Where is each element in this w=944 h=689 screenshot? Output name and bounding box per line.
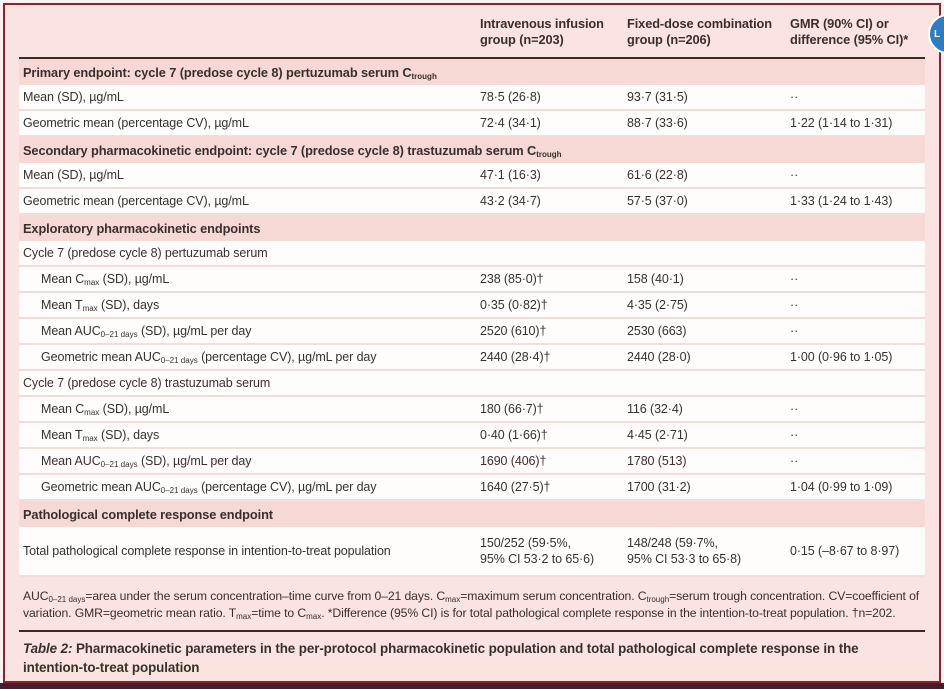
caption-prefix: Table 2: xyxy=(23,641,73,656)
caption-text: Pharmacokinetic parameters in the per-protocol pharmacokinetic population and total pathological complete response in the intention-to-treat population xyxy=(23,641,859,675)
section-row xyxy=(19,59,925,85)
data-row xyxy=(19,319,925,345)
row-label: Geometric mean $AUC_{0-21 days}$ (percentage CV), µg/mL per day xyxy=(41,480,377,495)
section-label: Exploratory pharmacokinetic endpoints xyxy=(23,220,261,236)
value-cell-gmr: ·· xyxy=(790,90,799,104)
value-cell-fdc: 1780 (513) xyxy=(627,454,687,468)
value-cell-gmr: 1·04 (0·99 to 1·09) xyxy=(790,480,893,494)
column-header-fdc: Fixed-dose combination group (n=206) xyxy=(627,16,772,47)
data-row xyxy=(19,189,925,215)
row-label: Cycle 7 (predose cycle 8) trastuzumab serum xyxy=(23,376,271,390)
row-label: Mean $C_{max}$ (SD), µg/mL xyxy=(41,402,170,417)
value-cell-iv: 1640 (27·5)† xyxy=(480,480,551,494)
value-cell-gmr: ·· xyxy=(790,428,799,442)
value-cell-iv: 2440 (28·4)† xyxy=(480,350,551,364)
value-cell-fdc: 61·6 (22·8) xyxy=(627,168,688,182)
value-cell-fdc: 93·7 (31·5) xyxy=(627,90,688,104)
section-label: Secondary pharmacokinetic endpoint: cycle 7 (predose cycle 8) trastuzumab serum $C_{trough}$ xyxy=(23,142,562,159)
row-label: Cycle 7 (predose cycle 8) pertuzumab serum xyxy=(23,246,268,260)
table-header xyxy=(19,5,925,57)
value-cell-iv: 0·40 (1·66)† xyxy=(480,428,548,442)
value-cell-gmr: ·· xyxy=(790,324,799,338)
value-cell-gmr: ·· xyxy=(790,298,799,312)
data-row xyxy=(19,111,925,137)
table-body xyxy=(19,59,925,577)
value-cell-gmr: ·· xyxy=(790,168,799,182)
row-label: Mean $AUC_{0-21 days}$ (SD), µg/mL per day xyxy=(41,454,252,469)
value-cell-iv: 1690 (406)† xyxy=(480,454,547,468)
data-row xyxy=(19,397,925,423)
value-cell-fdc: 2530 (663) xyxy=(627,324,687,338)
data-row xyxy=(19,267,925,293)
value-cell-iv: 47·1 (16·3) xyxy=(480,168,541,182)
row-label: Geometric mean $AUC_{0-21 days}$ (percentage CV), µg/mL per day xyxy=(41,350,377,365)
data-row xyxy=(19,527,925,577)
table-caption xyxy=(19,632,925,681)
value-cell-fdc: 88·7 (33·6) xyxy=(627,116,688,130)
value-cell-iv: 238 (85·0)† xyxy=(480,272,544,286)
row-label: Mean $C_{max}$ (SD), µg/mL xyxy=(41,272,170,287)
row-label: Geometric mean (percentage CV), µg/mL xyxy=(23,194,249,208)
value-cell-iv: 78·5 (26·8) xyxy=(480,90,541,104)
value-cell-iv: 0·35 (0·82)† xyxy=(480,298,548,312)
column-header-empty xyxy=(19,16,477,57)
column-header-gmr: GMR (90% CI) or difference (95% CI)* xyxy=(790,16,909,47)
data-row xyxy=(19,345,925,371)
section-label: Pathological complete response endpoint xyxy=(23,506,273,522)
value-cell-fdc: 148/248 (59·7%, 95% CI 53·3 to 65·8) xyxy=(627,536,742,566)
value-cell-gmr: ·· xyxy=(790,272,799,286)
value-cell-gmr: 1·33 (1·24 to 1·43) xyxy=(790,194,893,208)
data-row xyxy=(19,85,925,111)
value-cell-gmr: ·· xyxy=(790,402,799,416)
row-label: Mean (SD), µg/mL xyxy=(23,90,124,104)
row-label: Geometric mean (percentage CV), µg/mL xyxy=(23,116,249,130)
data-row xyxy=(19,163,925,189)
value-cell-iv: 43·2 (34·7) xyxy=(480,194,541,208)
table-footnote: $AUC_{0-21 days}=area$ under the serum concentration–time curve from 0–21 days. $C_{max}=maximum$ serum concentration. $C_{trough}=serum$ trough concentration. CV=coefficient of variation. GMR=geometric mean ratio. $T_{max}=time$ to $C_{max}$. *Difference (95% CI) is for total pathological complete response in the intention-to-treat population. †n=202. xyxy=(23,589,920,621)
row-label: Mean (SD), µg/mL xyxy=(23,168,124,182)
bottom-bar xyxy=(0,683,944,689)
data-row xyxy=(19,475,925,501)
group-row xyxy=(19,371,925,397)
data-row xyxy=(19,449,925,475)
data-row xyxy=(19,423,925,449)
value-cell-gmr: ·· xyxy=(790,454,799,468)
value-cell-fdc: 2440 (28·0) xyxy=(627,350,691,364)
section-label: Primary endpoint: cycle 7 (predose cycle 8) pertuzumab serum $C_{trough}$ xyxy=(23,64,437,81)
row-label: Mean $T_{max}$ (SD), days xyxy=(41,298,160,313)
value-cell-gmr: 1·22 (1·14 to 1·31) xyxy=(790,116,893,130)
column-header-iv: Intravenous infusion group (n=203) xyxy=(480,16,604,47)
table-card xyxy=(3,3,941,683)
value-cell-iv: 180 (66·7)† xyxy=(480,402,544,416)
section-row xyxy=(19,501,925,527)
widget-icon: L xyxy=(934,28,941,40)
value-cell-fdc: 57·5 (37·0) xyxy=(627,194,688,208)
row-label: Total pathological complete response in intention-to-treat population xyxy=(23,544,391,558)
value-cell-gmr: 1·00 (0·96 to 1·05) xyxy=(790,350,893,364)
row-label: Mean $AUC_{0-21 days}$ (SD), µg/mL per day xyxy=(41,324,252,339)
row-label: Mean $T_{max}$ (SD), days xyxy=(41,428,160,443)
value-cell-fdc: 4·35 (2·75) xyxy=(627,298,688,312)
data-row xyxy=(19,293,925,319)
value-cell-gmr: 0·15 (–8·67 to 8·97) xyxy=(790,544,900,558)
value-cell-fdc: 1700 (31·2) xyxy=(627,480,691,494)
section-row xyxy=(19,137,925,163)
value-cell-iv: 72·4 (34·1) xyxy=(480,116,541,130)
value-cell-iv: 150/252 (59·5%, 95% CI 53·2 to 65·6) xyxy=(480,536,595,566)
value-cell-fdc: 158 (40·1) xyxy=(627,272,684,286)
value-cell-iv: 2520 (610)† xyxy=(480,324,547,338)
value-cell-fdc: 4·45 (2·71) xyxy=(627,428,688,442)
section-row xyxy=(19,215,925,241)
group-row xyxy=(19,241,925,267)
value-cell-fdc: 116 (32·4) xyxy=(627,402,683,416)
